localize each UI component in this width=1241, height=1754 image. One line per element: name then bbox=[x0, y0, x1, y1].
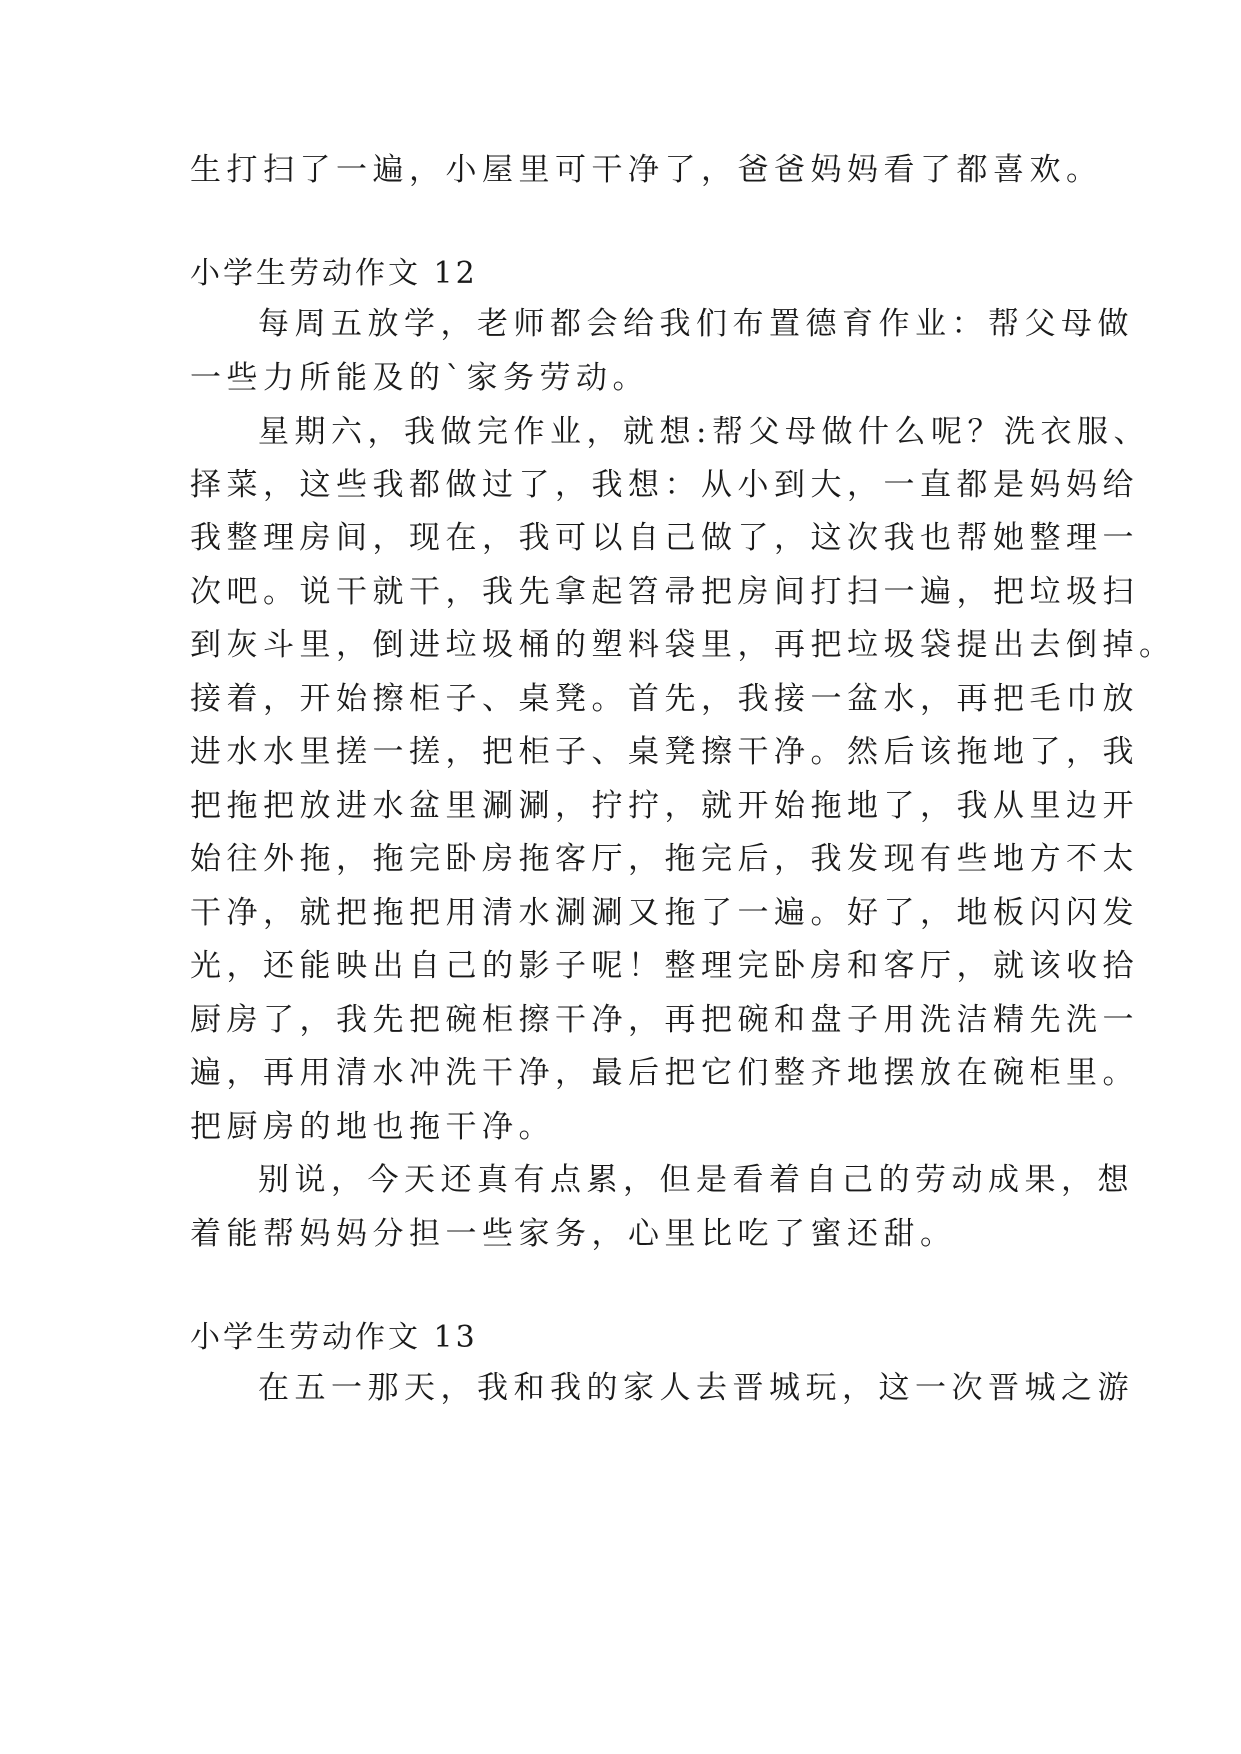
paragraph-line: 我整理房间，现在，我可以自己做了，这次我也帮她整理一 bbox=[190, 520, 1139, 556]
paragraph-line: 进水水里搓一搓，把柜子、桌凳擦干净。然后该拖地了，我 bbox=[190, 734, 1139, 770]
paragraph-line: 择菜，这些我都做过了，我想：从小到大，一直都是妈妈给 bbox=[190, 467, 1139, 503]
paragraph-line: 星期六，我做完作业，就想:帮父母做什么呢？洗衣服、 bbox=[258, 414, 1150, 450]
paragraph-line: 在五一那天，我和我的家人去晋城玩，这一次晋城之游 bbox=[258, 1370, 1134, 1406]
paragraph-line: 光，还能映出自己的影子呢！整理完卧房和客厅，就该收拾 bbox=[190, 948, 1139, 984]
paragraph-line: 把厨房的地也拖干净。 bbox=[190, 1109, 555, 1145]
paragraph-line: 始往外拖，拖完卧房拖客厅，拖完后，我发现有些地方不太 bbox=[190, 841, 1139, 877]
paragraph-line: 一些力所能及的`家务劳动。 bbox=[190, 360, 649, 396]
essay-title: 小学生劳动作文 12 bbox=[190, 256, 478, 291]
paragraph-line: 别说，今天还真有点累，但是看着自己的劳动成果，想 bbox=[258, 1162, 1134, 1198]
paragraph-line: 次吧。说干就干，我先拿起笤帚把房间打扫一遍，把垃圾扫 bbox=[190, 574, 1139, 610]
paragraph-line: 干净，就把拖把用清水涮涮又拖了一遍。好了，地板闪闪发 bbox=[190, 895, 1139, 931]
paragraph-line: 把拖把放进水盆里涮涮，拧拧，就开始拖地了，我从里边开 bbox=[190, 788, 1139, 824]
essay-title: 小学生劳动作文 13 bbox=[190, 1320, 478, 1355]
paragraph-line: 每周五放学，老师都会给我们布置德育作业：帮父母做 bbox=[258, 306, 1134, 342]
paragraph-line: 遍，再用清水冲洗干净，最后把它们整齐地摆放在碗柜里。 bbox=[190, 1055, 1139, 1091]
paragraph-line: 着能帮妈妈分担一些家务，心里比吃了蜜还甜。 bbox=[190, 1216, 957, 1252]
paragraph-line: 生打扫了一遍，小屋里可干净了，爸爸妈妈看了都喜欢。 bbox=[190, 152, 1103, 188]
paragraph-line: 到灰斗里，倒进垃圾桶的塑料袋里，再把垃圾袋提出去倒掉。 bbox=[190, 627, 1176, 663]
paragraph-line: 接着，开始擦柜子、桌凳。首先，我接一盆水，再把毛巾放 bbox=[190, 681, 1139, 717]
paragraph-line: 厨房了，我先把碗柜擦干净，再把碗和盘子用洗洁精先洗一 bbox=[190, 1002, 1139, 1038]
